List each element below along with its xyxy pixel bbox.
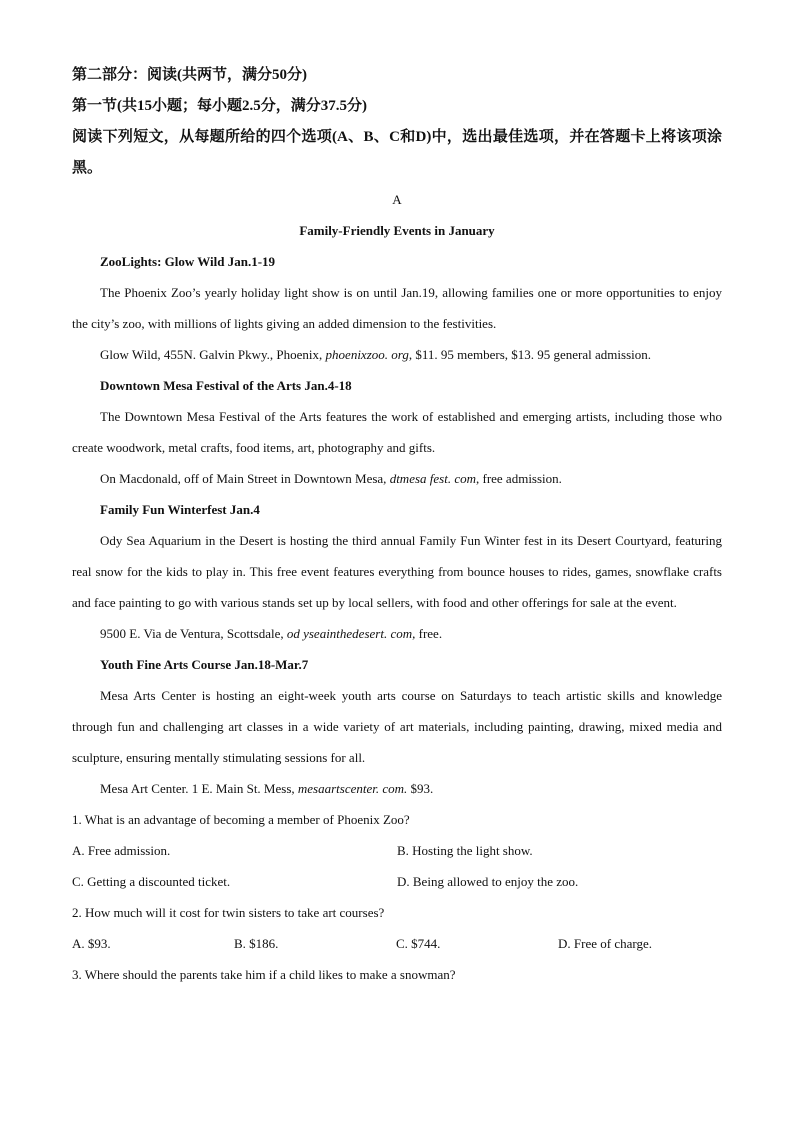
- event-description: Mesa Arts Center is hosting an eight-week youth arts course on Saturdays to teach artistic skills and knowledge through fun and challenging art classes in a wide variety of art materials, including painting, drawing, mixed media and sculpture, ensuring mentally stimulating sessions for all.: [72, 688, 722, 765]
- passage-title: Family-Friendly Events in January: [299, 223, 495, 238]
- event-description: Ody Sea Aquarium in the Desert is hosting the third annual Family Fun Winter fest in its Desert Courtyard, featuring real snow for the kids to play in. This free event features everything from bounce houses to rides, games, snowflake crafts and face painting to go with various stands set up by local sellers, with food and other offerings for sale at the event.: [72, 533, 722, 610]
- part-title: 第二部分：阅读(共两节，满分50分): [72, 67, 307, 83]
- option-a[interactable]: A. Free admission.: [72, 843, 171, 858]
- event-description: The Downtown Mesa Festival of the Arts features the work of established and emerging artists, including those who create woodwork, metal crafts, food items, art, photography and gifts.: [72, 409, 722, 455]
- passage-letter: A: [392, 192, 402, 207]
- option-row: [72, 866, 722, 897]
- event-website: phoenixzoo. org: [325, 347, 409, 362]
- event-info: [72, 463, 722, 494]
- event-price: $93.: [407, 781, 434, 796]
- event-website: mesaartscenter. com.: [297, 781, 408, 796]
- event-price: , $11. 95 members, $13. 95 general admission.: [408, 347, 651, 362]
- section-subtitle: 第一节(共15小题；每小题2.5分，满分37.5分): [72, 98, 367, 114]
- event-website: dtmesa fest. com: [389, 471, 476, 486]
- event-description: The Phoenix Zoo’s yearly holiday light show is on until Jan.19, allowing families one or more opportunities to enjoy the city’s zoo, with millions of lights giving an added dimension to the festivities.: [72, 285, 722, 331]
- exam-page: [72, 60, 722, 990]
- option-c[interactable]: C. $744.: [396, 936, 441, 951]
- option-b[interactable]: B. Hosting the light show.: [397, 843, 533, 858]
- question-stem: 3. Where should the parents take him if a child likes to make a snowman?: [72, 967, 456, 982]
- event-heading: Downtown Mesa Festival of the Arts Jan.4-18: [100, 378, 352, 393]
- event-heading: Youth Fine Arts Course Jan.18-Mar.7: [100, 657, 309, 672]
- event-address: Glow Wild, 455N. Galvin Pkwy., Phoenix,: [100, 347, 326, 362]
- option-a[interactable]: A. $93.: [72, 936, 111, 951]
- instructions: 阅读下列短文，从每题所给的四个选项(A、B、C和D)中，选出最佳选项，并在答题卡上将该项涂黑。: [72, 129, 722, 176]
- event-heading: Family Fun Winterfest Jan.4: [100, 502, 260, 517]
- event-price: , free admission.: [475, 471, 562, 486]
- event-address: 9500 E. Via de Ventura, Scottsdale,: [100, 626, 287, 641]
- event-info: [72, 618, 722, 649]
- question-stem: 1. What is an advantage of becoming a member of Phoenix Zoo?: [72, 812, 410, 827]
- event-info: [72, 339, 722, 370]
- option-d[interactable]: D. Free of charge.: [558, 936, 652, 951]
- event-website: od yseainthedesert. com,: [286, 626, 416, 641]
- option-row: [72, 835, 722, 866]
- option-c[interactable]: C. Getting a discounted ticket.: [72, 874, 231, 889]
- event-heading: ZooLights: Glow Wild Jan.1-19: [100, 254, 276, 269]
- option-b[interactable]: B. $186.: [234, 936, 279, 951]
- option-row: [72, 928, 722, 959]
- event-price: free.: [415, 626, 443, 641]
- question-stem: 2. How much will it cost for twin sisters to take art courses?: [72, 905, 385, 920]
- event-address: Mesa Art Center. 1 E. Main St. Mess,: [100, 781, 298, 796]
- option-d[interactable]: D. Being allowed to enjoy the zoo.: [397, 874, 579, 889]
- event-info: [72, 773, 722, 804]
- event-address: On Macdonald, off of Main Street in Downtown Mesa,: [100, 471, 390, 486]
